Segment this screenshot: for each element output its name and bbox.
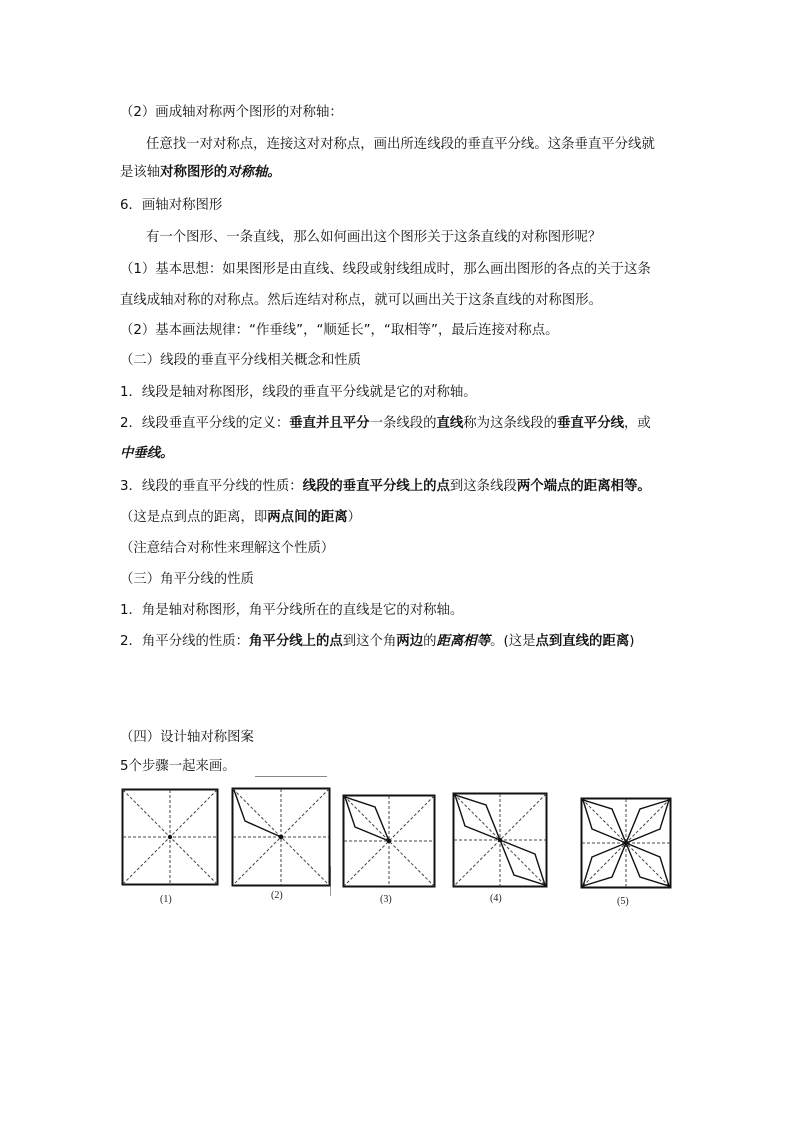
section-3-heading: （三）角平分线的性质 — [120, 572, 254, 587]
center-point — [279, 835, 283, 839]
paragraph-question: 有一个图形、一条直线，那么如何画出这个图形关于这条直线的对称图形呢？ — [146, 230, 602, 245]
pattern-step-4 — [452, 792, 548, 888]
paragraph-axis-method: 任意找一对对称点，连接这对对称点，画出所连线段的垂直平分线。这条垂直平分线就 — [146, 137, 655, 152]
caption-step-2: (2) — [271, 890, 283, 901]
paragraph-basic-idea-cont: 直线成轴对称的对称点。然后连结对称点，就可以画出关于这条直线的对称图形。 — [120, 293, 603, 308]
item-angle-bisector-property: 2．角平分线的性质：角平分线上的点到这个角两边的距离相等。(这是点到直线的距离) — [120, 634, 635, 649]
pattern-step-3 — [342, 794, 436, 888]
caption-step-4: (4) — [490, 893, 502, 904]
center-point — [624, 841, 628, 845]
center-point — [498, 838, 502, 842]
section-2-heading: （二）线段的垂直平分线相关概念和性质 — [120, 353, 362, 368]
item-perpendicular-bisector-property: 3．线段的垂直平分线的性质：线段的垂直平分线上的点到这条线段两个端点的距离相等。 — [120, 479, 651, 494]
pattern-steps-figure — [0, 770, 794, 910]
caption-step-3: (3) — [380, 894, 392, 905]
caption-step-5: (5) — [617, 896, 629, 907]
note-point-distance: （这是点到点的距离，即两点间的距离） — [120, 510, 362, 525]
item-angle-symmetric: 1．角是轴对称图形，角平分线所在的直线是它的对称轴。 — [120, 603, 464, 618]
pattern-step-5 — [580, 797, 672, 889]
subheading-draw-axis: （2）画成轴对称两个图形的对称轴： — [120, 105, 343, 120]
pattern-step-1 — [121, 788, 219, 886]
note-symmetry: （注意结合对称性来理解这个性质） — [120, 541, 335, 556]
scan-mark — [255, 776, 327, 777]
center-point — [168, 835, 172, 839]
paragraph-axis-method-cont: 是该轴对称图形的对称轴。 — [120, 165, 281, 180]
section-4-heading: （四）设计轴对称图案 — [120, 730, 254, 745]
item-perpendicular-bisector-definition: 2．线段垂直平分线的定义：垂直并且平分一条线段的直线称为这条线段的垂直平分线，或 — [120, 416, 651, 431]
center-point — [387, 839, 391, 843]
item-segment-symmetric: 1．线段是轴对称图形，线段的垂直平分线就是它的对称轴。 — [120, 385, 477, 400]
item-perpendicular-bisector-definition-cont: 中垂线。 — [120, 446, 174, 461]
steps-intro: 5个步骤一起来画。 — [120, 759, 236, 774]
caption-step-1: (1) — [160, 894, 172, 905]
pattern-step-2 — [231, 787, 331, 887]
section-6-heading: 6．画轴对称图形 — [120, 198, 223, 213]
paragraph-drawing-rule: （2）基本画法规律：“作垂线”，“顺延长”，“取相等”，最后连接对称点。 — [120, 323, 559, 338]
paragraph-basic-idea: （1）基本思想：如果图形是由直线、线段或射线组成时，那么画出图形的各点的关于这条 — [120, 262, 651, 277]
